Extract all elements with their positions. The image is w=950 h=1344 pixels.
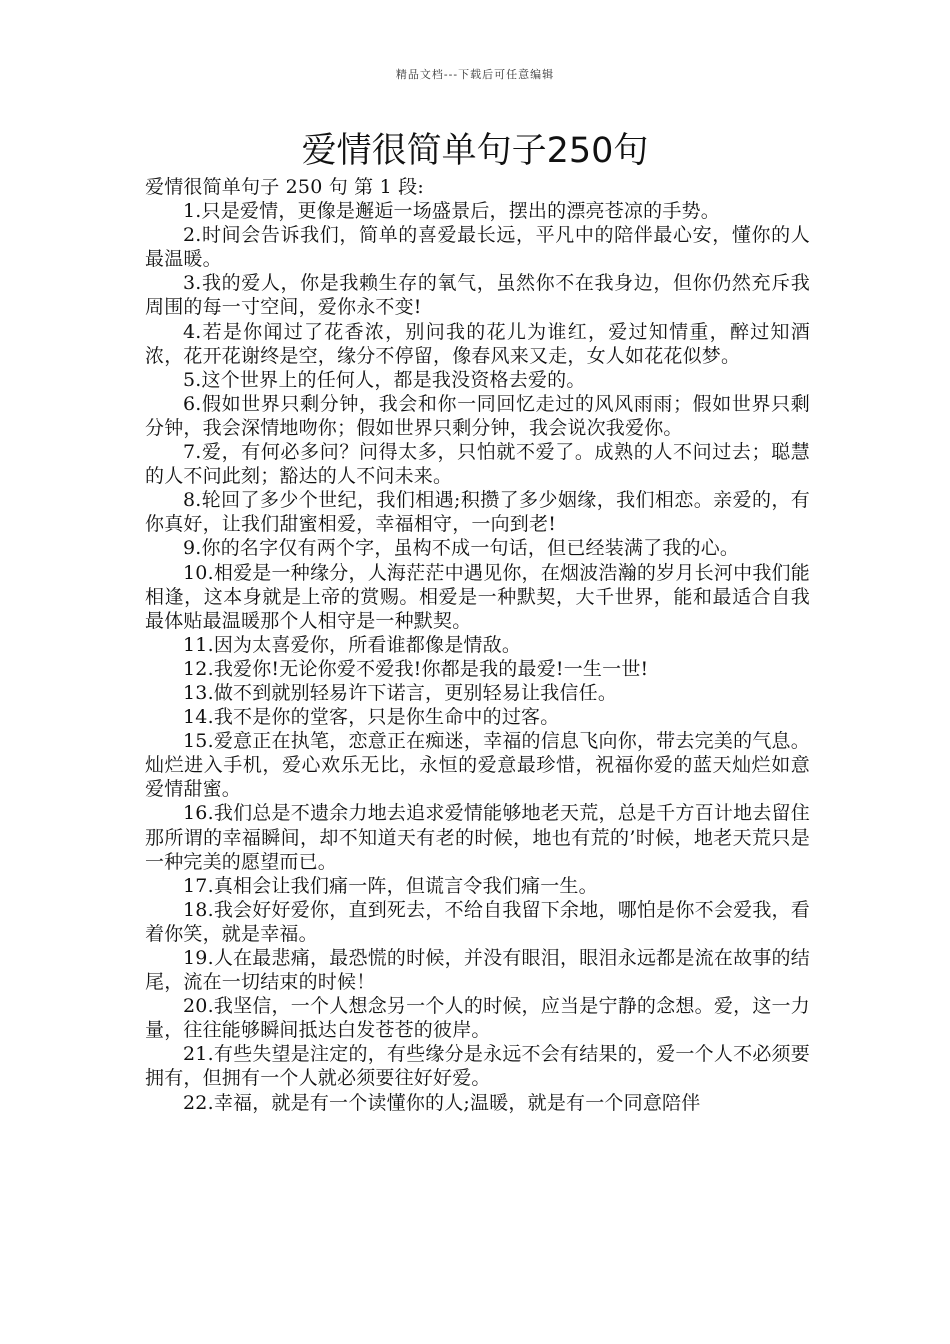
paragraph-15: 15.爱意正在执笔，恋意正在痴迷，幸福的信息飞向你，带去完美的气息。灿烂进入手机，爱心欢乐无比，永恒的爱意最珍惜，祝福你爱的蓝天灿烂如意爱情甜蜜。 [145, 730, 810, 801]
paragraph-18: 18.我会好好爱你，直到死去，不给自我留下余地，哪怕是你不会爱我，看着你笑，就是幸福。 [145, 898, 810, 945]
paragraph-5: 5.这个世界上的任何人，都是我没资格去爱的。 [183, 368, 586, 391]
section-subheading: 爱情很简单句子 250 句 第 1 段: [145, 176, 424, 198]
document-body [145, 175, 810, 1115]
paragraph-13: 13.做不到就别轻易许下诺言，更别轻易让我信任。 [183, 681, 618, 704]
header-note: 精品文档---下载后可任意编辑 [395, 68, 555, 81]
paragraph-14: 14.我不是你的堂客，只是你生命中的过客。 [183, 706, 560, 729]
paragraph-8: 8.轮回了多少个世纪，我们相遇;积攒了多少姻缘，我们相恋。亲爱的，有你真好，让我们甜蜜相爱，幸福相守，一向到老! [145, 489, 810, 536]
paragraph-16: 16.我们总是不遗余力地去追求爱情能够地老天荒，总是千方百计地去留住那所谓的幸福瞬间，却不知道天有老的时候，地也有荒的’时候，地老天荒只是一种完美的愿望而已。 [145, 802, 810, 873]
paragraph-9: 9.你的名字仅有两个字，虽构不成一句话，但已经装满了我的心。 [183, 537, 740, 560]
paragraph-4: 4.若是你闻过了花香浓，别问我的花儿为谁红，爱过知情重，醉过知酒浓，花开花谢终是空，缘分不停留，像春风来又走，女人如花花似梦。 [145, 320, 810, 367]
paragraph-11: 11.因为太喜爱你，所看谁都像是情敌。 [183, 633, 522, 656]
document-title: 爱情很简单句子250句 [301, 131, 649, 171]
paragraph-3: 3.我的爱人，你是我赖生存的氧气，虽然你不在我身边，但你仍然充斥我周围的每一寸空间，爱你永不变! [145, 272, 810, 319]
paragraph-20: 20.我坚信，一个人想念另一个人的时候，应当是宁静的念想。爱，这一力量，往往能够瞬间抵达白发苍苍的彼岸。 [145, 995, 810, 1042]
paragraph-6: 6.假如世界只剩分钟，我会和你一同回忆走过的风风雨雨；假如世界只剩分钟，我会深情地吻你；假如世界只剩分钟，我会说次我爱你。 [145, 392, 810, 439]
paragraph-10: 10.相爱是一种缘分，人海茫茫中遇见你，在烟波浩瀚的岁月长河中我们能相逢，这本身就是上帝的赏赐。相爱是一种默契，大千世界，能和最适合自我最体贴最温暖那个人相守是一种默契。 [145, 561, 810, 632]
paragraph-19: 19.人在最悲痛，最恐慌的时候，并没有眼泪，眼泪永远都是流在故事的结尾，流在一切结束的时候！ [145, 947, 810, 994]
paragraph-17: 17.真相会让我们痛一阵，但谎言令我们痛一生。 [183, 874, 598, 897]
paragraph-21: 21.有些失望是注定的，有些缘分是永远不会有结果的，爱一个人不必须要拥有，但拥有一个人就必须要往好好爱。 [145, 1043, 810, 1090]
paragraph-2: 2.时间会告诉我们，简单的喜爱最长远，平凡中的陪伴最心安，懂你的人最温暖。 [145, 224, 810, 271]
paragraph-7: 7.爱，有何必多问？问得太多，只怕就不爱了。成熟的人不问过去；聪慧的人不问此刻；豁达的人不问未来。 [145, 441, 810, 488]
paragraph-12: 12.我爱你!无论你爱不爱我!你都是我的最爱!一生一世! [183, 657, 649, 680]
paragraph-1: 1.只是爱情，更像是邂逅一场盛景后，摆出的漂亮苍凉的手势。 [183, 200, 720, 223]
paragraph-22: 22.幸福，就是有一个读懂你的人;温暖，就是有一个同意陪伴 [183, 1091, 701, 1114]
